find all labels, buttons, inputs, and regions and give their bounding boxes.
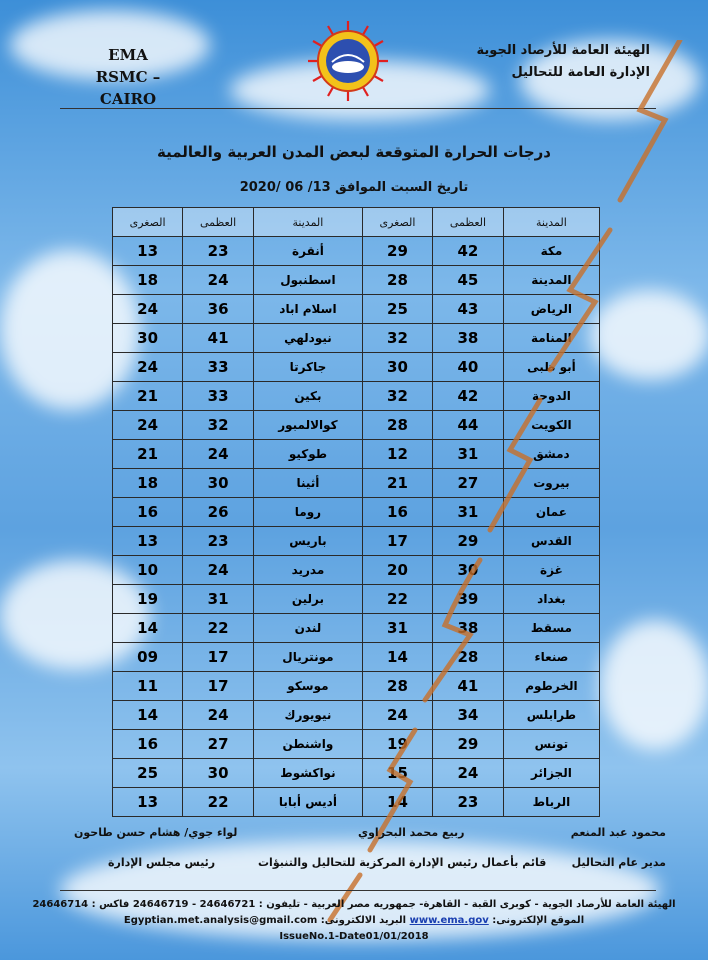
city-cell: موسكو (253, 672, 362, 701)
min-temp-cell: 14 (113, 614, 183, 643)
city-cell: طرابلس (503, 701, 599, 730)
org-name-english (68, 44, 188, 110)
max-temp-cell: 34 (433, 701, 504, 730)
col-city-b: المدينة (253, 208, 362, 237)
table-row (113, 585, 600, 614)
org-en-line1: EMA (108, 46, 148, 64)
footer-divider (60, 890, 656, 891)
min-temp-cell: 32 (362, 324, 432, 353)
city-cell: دمشق (503, 440, 599, 469)
max-temp-cell: 31 (433, 498, 504, 527)
signature-center-name: ربيع محمد البحراوي (358, 826, 465, 839)
min-temp-cell: 21 (113, 440, 183, 469)
min-temp-cell: 20 (362, 556, 432, 585)
signature-right-name: محمود عبد المنعم (570, 826, 666, 839)
header-divider (60, 108, 656, 109)
table-row (113, 295, 600, 324)
min-temp-cell: 13 (113, 788, 183, 817)
city-cell: نيودلهي (253, 324, 362, 353)
table-header-row (113, 208, 600, 237)
city-cell: نواكشوط (253, 759, 362, 788)
table-row (113, 469, 600, 498)
email-link[interactable]: Egyptian.met.analysis@gmail.com (123, 915, 318, 926)
max-temp-cell: 33 (183, 382, 254, 411)
city-cell: بكين (253, 382, 362, 411)
min-temp-cell: 25 (362, 295, 432, 324)
city-cell: بيروت (503, 469, 599, 498)
max-temp-cell: 24 (183, 440, 254, 469)
cloud (590, 290, 708, 380)
min-temp-cell: 16 (113, 730, 183, 759)
city-cell: عمان (503, 498, 599, 527)
city-cell: أثينا (253, 469, 362, 498)
city-cell: واشنطن (253, 730, 362, 759)
table-row (113, 788, 600, 817)
city-cell: نيويورك (253, 701, 362, 730)
min-temp-cell: 17 (362, 527, 432, 556)
min-temp-cell: 19 (113, 585, 183, 614)
max-temp-cell: 42 (433, 382, 504, 411)
max-temp-cell: 39 (433, 585, 504, 614)
table-row (113, 759, 600, 788)
table-row (113, 411, 600, 440)
min-temp-cell: 21 (113, 382, 183, 411)
min-temp-cell: 25 (113, 759, 183, 788)
max-temp-cell: 40 (433, 353, 504, 382)
max-temp-cell: 36 (183, 295, 254, 324)
min-temp-cell: 19 (362, 730, 432, 759)
min-temp-cell: 30 (113, 324, 183, 353)
footer-address: الهيئة العامة للأرصاد الجوية - كوبرى القبة - القاهرة- جمهوريه مصر العربية - تليفون : 24646721 - 24646719 فاكس : 24646714 (32, 899, 676, 910)
col-city-a: المدينة (503, 208, 599, 237)
city-cell: الرياض (503, 295, 599, 324)
max-temp-cell: 24 (183, 266, 254, 295)
max-temp-cell: 41 (433, 672, 504, 701)
min-temp-cell: 28 (362, 672, 432, 701)
min-temp-cell: 24 (113, 353, 183, 382)
min-temp-cell: 30 (362, 353, 432, 382)
max-temp-cell: 31 (183, 585, 254, 614)
max-temp-cell: 33 (183, 353, 254, 382)
city-cell: المنامة (503, 324, 599, 353)
city-cell: جاكرتا (253, 353, 362, 382)
city-cell: أنقرة (253, 237, 362, 266)
table-row (113, 237, 600, 266)
min-temp-cell: 16 (113, 498, 183, 527)
issue-number: IssueNo.1-Date01/01/2018 (279, 931, 429, 942)
max-temp-cell: 28 (433, 643, 504, 672)
col-min-a: الصغرى (362, 208, 432, 237)
signature-right-role: مدير عام التحاليل (571, 856, 666, 869)
min-temp-cell: 24 (113, 295, 183, 324)
city-cell: صنعاء (503, 643, 599, 672)
max-temp-cell: 24 (433, 759, 504, 788)
max-temp-cell: 44 (433, 411, 504, 440)
table-row (113, 498, 600, 527)
table-row (113, 382, 600, 411)
city-cell: بغداد (503, 585, 599, 614)
max-temp-cell: 27 (183, 730, 254, 759)
min-temp-cell: 28 (362, 411, 432, 440)
city-cell: برلين (253, 585, 362, 614)
min-temp-cell: 28 (362, 266, 432, 295)
city-cell: مدريد (253, 556, 362, 585)
city-cell: الكويت (503, 411, 599, 440)
max-temp-cell: 30 (183, 469, 254, 498)
table-row (113, 440, 600, 469)
table-row (113, 556, 600, 585)
cloud (600, 620, 708, 750)
city-cell: كوالالمبور (253, 411, 362, 440)
footer-contacts (0, 915, 708, 926)
max-temp-cell: 30 (433, 556, 504, 585)
max-temp-cell: 24 (183, 556, 254, 585)
min-temp-cell: 09 (113, 643, 183, 672)
max-temp-cell: 30 (183, 759, 254, 788)
max-temp-cell: 17 (183, 643, 254, 672)
max-temp-cell: 38 (433, 614, 504, 643)
table-row (113, 266, 600, 295)
col-min-b: الصغرى (113, 208, 183, 237)
min-temp-cell: 21 (362, 469, 432, 498)
city-cell: مكة (503, 237, 599, 266)
min-temp-cell: 14 (362, 643, 432, 672)
forecast-date: تاريخ السبت الموافق 13/ 06 /2020 (239, 180, 469, 195)
min-temp-cell: 18 (113, 469, 183, 498)
min-temp-cell: 15 (362, 759, 432, 788)
min-temp-cell: 18 (113, 266, 183, 295)
max-temp-cell: 17 (183, 672, 254, 701)
table-row (113, 701, 600, 730)
city-cell: مونتريال (253, 643, 362, 672)
min-temp-cell: 32 (362, 382, 432, 411)
city-cell: طوكيو (253, 440, 362, 469)
signature-center-role: قائم بأعمال رئيس الإدارة المركزية للتحاليل والتنبؤات (258, 856, 547, 869)
city-cell: باريس (253, 527, 362, 556)
city-cell: مسقط (503, 614, 599, 643)
min-temp-cell: 13 (113, 527, 183, 556)
city-cell: القدس (503, 527, 599, 556)
city-cell: الجزائر (503, 759, 599, 788)
city-cell: اسطنبول (253, 266, 362, 295)
min-temp-cell: 12 (362, 440, 432, 469)
ema-logo (305, 18, 391, 104)
city-cell: اسلام اباد (253, 295, 362, 324)
city-cell: الرباط (503, 788, 599, 817)
city-cell: غزة (503, 556, 599, 585)
col-max-b: العظمى (183, 208, 254, 237)
table-row (113, 353, 600, 382)
city-cell: الخرطوم (503, 672, 599, 701)
max-temp-cell: 27 (433, 469, 504, 498)
table-row (113, 614, 600, 643)
temperature-table (112, 207, 600, 817)
max-temp-cell: 42 (433, 237, 504, 266)
max-temp-cell: 23 (183, 527, 254, 556)
page-title: درجات الحرارة المتوقعة لبعض المدن العربية والعالمية (157, 143, 551, 161)
signature-left-role: رئيس مجلس الإدارة (108, 856, 216, 869)
city-cell: تونس (503, 730, 599, 759)
table-row (113, 643, 600, 672)
email-label: البريد الالكترونى: (320, 915, 407, 926)
org-name-arabic (477, 40, 650, 84)
min-temp-cell: 24 (113, 411, 183, 440)
min-temp-cell: 11 (113, 672, 183, 701)
max-temp-cell: 23 (433, 788, 504, 817)
max-temp-cell: 29 (433, 527, 504, 556)
max-temp-cell: 29 (433, 730, 504, 759)
max-temp-cell: 41 (183, 324, 254, 353)
table-row (113, 527, 600, 556)
table-row (113, 324, 600, 353)
min-temp-cell: 22 (362, 585, 432, 614)
org-ar-line2: الإدارة العامة للتحاليل (511, 65, 650, 80)
min-temp-cell: 29 (362, 237, 432, 266)
website-link[interactable]: www.ema.gov (409, 915, 489, 926)
org-en-line2: RSMC – CAIRO (95, 68, 161, 108)
signature-left-name: لواء جوي/ هشام حسن طاحون (74, 826, 238, 839)
max-temp-cell: 38 (433, 324, 504, 353)
city-cell: المدينة (503, 266, 599, 295)
table-row (113, 730, 600, 759)
min-temp-cell: 31 (362, 614, 432, 643)
col-max-a: العظمى (433, 208, 504, 237)
min-temp-cell: 14 (362, 788, 432, 817)
max-temp-cell: 26 (183, 498, 254, 527)
min-temp-cell: 13 (113, 237, 183, 266)
min-temp-cell: 14 (113, 701, 183, 730)
city-cell: الدوحة (503, 382, 599, 411)
max-temp-cell: 22 (183, 614, 254, 643)
table-row (113, 672, 600, 701)
min-temp-cell: 24 (362, 701, 432, 730)
min-temp-cell: 16 (362, 498, 432, 527)
max-temp-cell: 31 (433, 440, 504, 469)
city-cell: أبو ظبى (503, 353, 599, 382)
max-temp-cell: 24 (183, 701, 254, 730)
min-temp-cell: 10 (113, 556, 183, 585)
website-label: الموقع الإلكترونى: (492, 915, 585, 926)
org-ar-line1: الهيئة العامة للأرصاد الجوية (476, 43, 650, 58)
city-cell: روما (253, 498, 362, 527)
max-temp-cell: 45 (433, 266, 504, 295)
max-temp-cell: 32 (183, 411, 254, 440)
city-cell: أديس أبابا (253, 788, 362, 817)
city-cell: لندن (253, 614, 362, 643)
max-temp-cell: 43 (433, 295, 504, 324)
max-temp-cell: 23 (183, 237, 254, 266)
max-temp-cell: 22 (183, 788, 254, 817)
